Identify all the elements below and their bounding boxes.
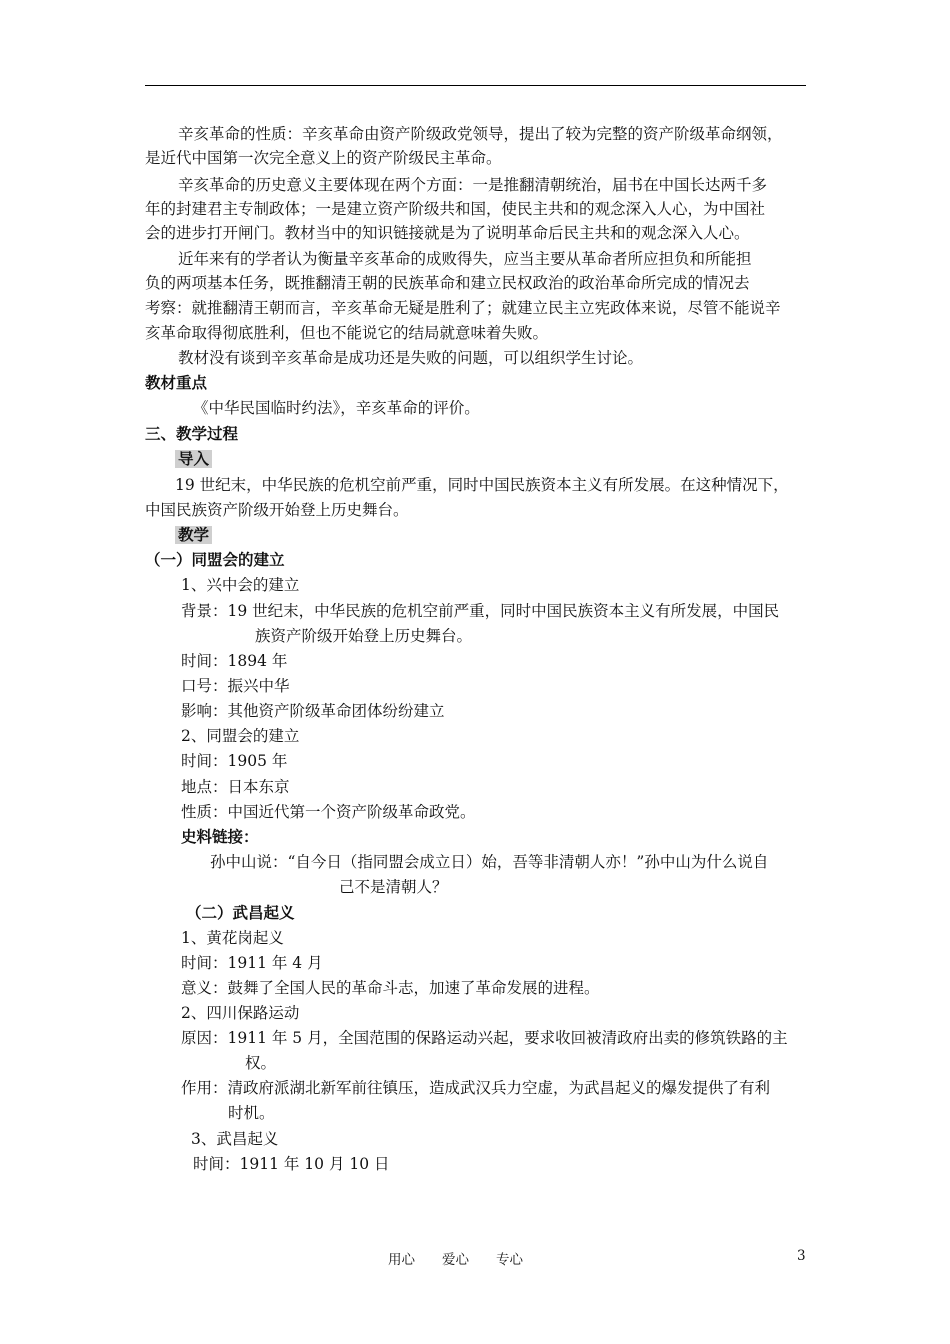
paragraph-discuss: 教材没有谈到辛亥革命是成功还是失败的问题，可以组织学生讨论。 (178, 349, 644, 367)
paragraph-recent-line2: 负的两项基本任务，既推翻清王朝的民族革命和建立民权政治的政治革命所完成的情况去 (145, 274, 750, 292)
section1-heading: （一）同盟会的建立 (145, 551, 285, 569)
quote-line1: 孙中山说：“自今日（指同盟会成立日）始，吾等非清朝人亦！”孙中山为什么说自 (210, 853, 769, 871)
intro-label: 导入 (175, 450, 212, 468)
section1-impact: 影响：其他资产阶级革命团体纷纷建立 (181, 702, 445, 720)
intro-line2: 中国民族资产阶级开始登上历史舞台。 (145, 501, 409, 519)
teach-label-wrap (175, 523, 212, 547)
quote-line2: 己不是清朝人？ (339, 878, 448, 896)
section2-item2: 2、四川保路运动 (181, 1004, 300, 1022)
paragraph-recent-line3: 考察：就推翻清王朝而言，辛亥革命无疑是胜利了；就建立民主立宪政体来说，尽管不能说辛 (145, 299, 781, 317)
section1-nature: 性质：中国近代第一个资产阶级革命政党。 (181, 803, 476, 821)
page-number: 3 (797, 1248, 806, 1264)
key-points-text: 《中华民国临时约法》，辛亥革命的评价。 (193, 399, 480, 417)
cause-line1: 原因：1911 年 5 月，全国范围的保路运动兴起，要求收回被清政府出卖的修筑铁路的主 (181, 1029, 788, 1047)
effect-line2: 时机。 (228, 1104, 275, 1122)
header-rule (145, 85, 806, 86)
paragraph-recent-line1: 近年来有的学者认为衡量辛亥革命的成败得失，应当主要从革命者所应担负和所能担 (178, 250, 752, 268)
section1-item2: 2、同盟会的建立 (181, 727, 300, 745)
intro-label-wrap (175, 447, 212, 471)
background-line2: 族资产阶级开始登上历史舞台。 (255, 627, 473, 645)
paragraph-meaning-line2: 年的封建君主专制政体；一是建立资产阶级共和国，使民主共和的观念深入人心，为中国社 (145, 200, 766, 218)
paragraph-nature-line2: 是近代中国第一次完全意义上的资产阶级民主革命。 (145, 149, 502, 167)
paragraph-meaning-line1: 辛亥革命的历史意义主要体现在两个方面：一是推翻清朝统治，届书在中国长达两千多 (178, 176, 768, 194)
paragraph-nature-line1: 辛亥革命的性质：辛亥革命由资产阶级政党领导，提出了较为完整的资产阶级革命纲领， (178, 125, 783, 143)
section2-item3: 3、武昌起义 (191, 1130, 279, 1148)
section1-time: 时间：1894 年 (181, 652, 288, 670)
section1-time2: 时间：1905 年 (181, 752, 288, 770)
key-points-heading: 教材重点 (145, 374, 208, 392)
footer-motto: 用心 爱心 专心 (388, 1252, 523, 1268)
cause-line2: 权。 (245, 1054, 277, 1072)
background-line1: 背景：19 世纪末，中华民族的危机空前严重，同时中国民族资本主义有所发展，中国民 (181, 602, 780, 620)
section2-item1: 1、黄花岗起义 (181, 929, 284, 947)
source-link-label: 史料链接： (181, 828, 259, 846)
section2-heading: （二）武昌起义 (186, 904, 295, 922)
section2-meaning1: 意义：鼓舞了全国人民的革命斗志，加速了革命发展的进程。 (181, 979, 600, 997)
section1-item1: 1、兴中会的建立 (181, 576, 300, 594)
process-heading: 三、教学过程 (145, 425, 239, 443)
paragraph-meaning-line3: 会的进步打开闸门。教材当中的知识链接就是为了说明革命后民主共和的观念深入人心。 (145, 224, 750, 242)
paragraph-recent-line4: 亥革命取得彻底胜利，但也不能说它的结局就意味着失败。 (145, 324, 549, 342)
effect-line1: 作用：清政府派湖北新军前往镇压，造成武汉兵力空虚，为武昌起义的爆发提供了有利 (181, 1079, 771, 1097)
teach-label: 教学 (175, 526, 212, 544)
section2-time1: 时间：1911 年 4 月 (181, 954, 323, 972)
section1-slogan: 口号：振兴中华 (181, 677, 290, 695)
section2-time3: 时间：1911 年 10 月 10 日 (193, 1155, 390, 1173)
intro-line1: 19 世纪末，中华民族的危机空前严重，同时中国民族资本主义有所发展。在这种情况下， (175, 476, 789, 494)
section1-place: 地点：日本东京 (181, 778, 290, 796)
